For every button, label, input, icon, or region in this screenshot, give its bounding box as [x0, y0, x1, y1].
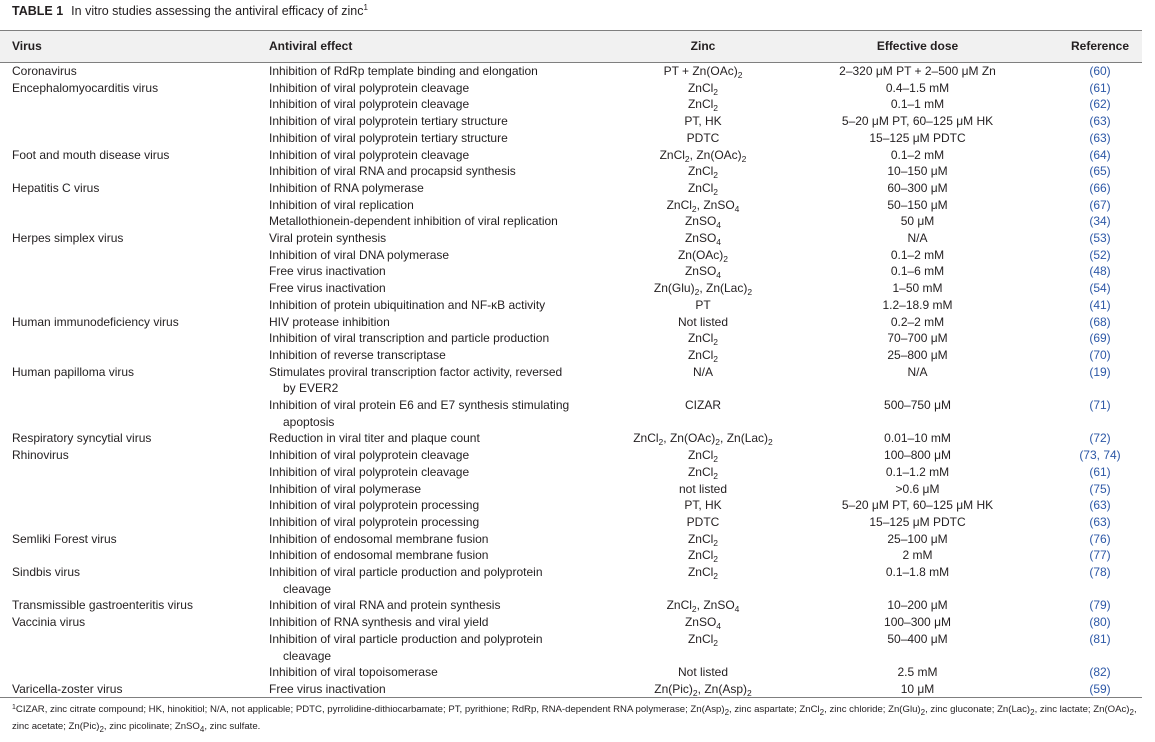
effect-text-line: Inhibition of viral polyprotein cleavage	[269, 97, 470, 112]
effect-text-line: Inhibition of viral particle production and polyprotein	[269, 631, 543, 646]
cell-antiviral-effect	[269, 96, 469, 113]
cell-antiviral-effect	[269, 364, 562, 397]
cell-zinc: ZnCl$_2$, $Zn(OAc)_2$, $Zn(Lac)_2$	[633, 431, 773, 448]
header-zinc: Zinc	[690, 39, 716, 53]
cell-effective-dose: 0.4–1.5 mM	[885, 80, 950, 95]
cell-zinc: ZnCl$_2$	[687, 548, 719, 565]
cell-reference-link[interactable]: (64)	[1089, 147, 1111, 162]
cell-antiviral-effect	[269, 564, 543, 597]
caption-footnote-mark: 1	[363, 3, 368, 12]
effect-text-line: Metallothionein-dependent inhibition of viral replication	[269, 214, 558, 229]
cell-virus: Human papilloma virus	[12, 364, 135, 379]
cell-antiviral-effect	[269, 230, 386, 247]
cell-reference-link[interactable]: (72)	[1089, 431, 1111, 446]
header-antiviral-effect: Antiviral effect	[269, 39, 353, 53]
cell-reference-link[interactable]: (71)	[1089, 398, 1111, 412]
effect-text-line: Inhibition of viral polyprotein tertiary structure	[269, 114, 508, 129]
cell-effective-dose: 2 mM	[902, 548, 933, 563]
cell-reference-link[interactable]: (59)	[1089, 681, 1111, 696]
cell-zinc: ZnCl$_2$	[687, 97, 719, 114]
cell-virus: Coronavirus	[12, 64, 77, 78]
cell-reference-link[interactable]: (61)	[1089, 464, 1111, 479]
cell-effective-dose: 0.01–10 mM	[884, 431, 951, 446]
cell-zinc: Not listed	[677, 665, 729, 680]
effect-text-line: Inhibition of viral particle production and polyprotein	[269, 565, 543, 579]
cell-effective-dose: 50 μM	[900, 214, 935, 229]
cell-zinc: $Zn(Pic)_2$, $Zn(Asp)_2$	[654, 681, 752, 698]
cell-reference-link[interactable]: (69)	[1089, 331, 1111, 346]
cell-zinc: ZnSO$_4$	[684, 615, 722, 632]
cell-zinc: ZnSO$_4$	[684, 264, 722, 281]
cell-reference-link[interactable]: (63)	[1089, 114, 1111, 129]
cell-zinc: PDTC	[686, 514, 720, 529]
effect-text-line: Inhibition of RNA synthesis and viral yield	[269, 615, 489, 630]
cell-virus: Encephalomyocarditis virus	[12, 80, 159, 95]
effect-text-line: Inhibition of viral RNA and protein synthesis	[269, 598, 501, 613]
effect-text-line: Inhibition of RNA polymerase	[269, 180, 424, 195]
cell-zinc: ZnCl$_2$	[687, 565, 719, 581]
header-virus: Virus	[12, 39, 42, 53]
cell-antiviral-effect	[269, 531, 488, 548]
effect-text-line: Inhibition of viral RNA and procapsid synthesis	[269, 164, 516, 179]
cell-reference-link[interactable]: (63)	[1089, 514, 1111, 529]
cell-antiviral-effect	[269, 447, 469, 464]
cell-effective-dose: 1.2–18.9 mM	[882, 297, 953, 312]
effect-text-line: Inhibition of viral polyprotein cleavage	[269, 147, 470, 162]
cell-zinc: PT + $Zn(OAc)_2$	[663, 64, 743, 80]
cell-effective-dose: 60–300 μM	[887, 180, 948, 195]
effect-text-line: Inhibition of viral polymerase	[269, 481, 422, 496]
cell-virus: Transmissible gastroenteritis virus	[12, 598, 193, 613]
effect-text-line: Inhibition of viral protein E6 and E7 synthesis stimulating	[269, 398, 570, 412]
cell-antiviral-effect	[269, 330, 549, 347]
effect-text-line: Stimulates proviral transcription factor activity, reversed	[269, 364, 563, 379]
cell-virus: Varicella-zoster virus	[12, 681, 123, 696]
cell-reference-link[interactable]: (66)	[1089, 180, 1111, 195]
effect-text-line: Free virus inactivation	[269, 264, 386, 279]
cell-effective-dose: 0.1–1.8 mM	[885, 565, 950, 579]
cell-reference-link[interactable]: (48)	[1089, 264, 1111, 279]
effect-text-line: Inhibition of viral polyprotein cleavage	[269, 448, 470, 463]
cell-reference-link[interactable]: (75)	[1089, 481, 1111, 496]
cell-effective-dose: 0.1–6 mM	[890, 264, 945, 279]
effect-text-line: by EVER2	[283, 381, 339, 396]
effect-text-line: Inhibition of viral polyprotein processing	[269, 498, 480, 513]
effect-text-line: Inhibition of viral polyprotein tertiary structure	[269, 130, 508, 145]
cell-antiviral-effect	[269, 180, 424, 197]
cell-effective-dose: 0.1–1 mM	[890, 97, 945, 112]
header-effective-dose: Effective dose	[876, 39, 959, 53]
effect-text-line: Inhibition of viral polyprotein cleavage	[269, 464, 470, 479]
table-bottom-rule	[0, 697, 1142, 698]
cell-reference-link[interactable]: (67)	[1089, 197, 1111, 212]
cell-reference-link[interactable]: (63)	[1089, 130, 1111, 145]
effect-text-line: cleavage	[283, 648, 332, 663]
header-reference: Reference	[1070, 39, 1130, 53]
cell-reference-link[interactable]: (68)	[1089, 314, 1111, 329]
cell-antiviral-effect	[269, 481, 421, 498]
effect-text-line: Inhibition of viral polyprotein cleavage	[269, 80, 470, 95]
effect-text-line: HIV protease inhibition	[269, 314, 390, 329]
cell-zinc: $Zn(Glu)_2$, $Zn(Lac)_2$	[653, 281, 753, 298]
cell-zinc: PT, HK	[684, 114, 722, 129]
cell-effective-dose: 25–100 μM	[887, 531, 948, 546]
effect-text-line: Viral protein synthesis	[269, 231, 387, 245]
cell-virus: Human immunodeficiency virus	[12, 314, 179, 329]
cell-effective-dose: 15–125 μM PDTC	[869, 130, 966, 145]
cell-antiviral-effect	[269, 297, 545, 314]
cell-zinc: PT, HK	[684, 498, 722, 513]
footnote-text: CIZAR, zinc citrate compound; HK, hinokitiol; N/A, not applicable; PDTC, pyrrolidine-dithiocarbamate; PT, pyrithione; RdRp, RNA-dependent RNA polymerase; $Zn(Asp)_2$, zinc aspartate; ZnCl$_2$, zinc chloride; $Zn(Glu)_2$, zinc gluconate; $Zn(Lac)_2$, zinc lactate; $Zn(OAc)_2$, zinc acetate; $Zn(Pic)_2$, zinc picolinate; ZnSO$_4$, zinc sulfate.	[12, 704, 1137, 734]
cell-reference-link[interactable]: (80)	[1089, 615, 1111, 630]
cell-antiviral-effect	[269, 163, 516, 180]
cell-effective-dose: 0.1–2 mM	[890, 147, 945, 162]
cell-antiviral-effect	[269, 263, 386, 280]
cell-zinc: $Zn(OAc)_2$	[677, 247, 729, 264]
cell-reference-link[interactable]: (41)	[1089, 297, 1111, 312]
cell-effective-dose: 50–400 μM	[887, 631, 948, 646]
cell-antiviral-effect	[269, 213, 558, 230]
cell-effective-dose: 2.5 mM	[897, 665, 938, 680]
effect-text-line: Inhibition of viral replication	[269, 197, 414, 212]
cell-antiviral-effect	[269, 464, 469, 481]
cell-effective-dose: 0.1–2 mM	[890, 247, 945, 262]
cell-effective-dose: 500–750 μM	[884, 398, 951, 412]
cell-zinc: ZnSO$_4$	[684, 231, 722, 247]
cell-antiviral-effect	[269, 197, 414, 214]
cell-reference-link[interactable]: (76)	[1089, 531, 1111, 546]
cell-antiviral-effect	[269, 280, 386, 297]
cell-effective-dose: 1–50 mM	[892, 281, 943, 296]
cell-zinc: ZnSO$_4$	[684, 214, 722, 231]
cell-zinc: ZnCl$_2$	[687, 531, 719, 548]
cell-reference-link[interactable]: (81)	[1089, 631, 1111, 646]
table-header-row	[0, 30, 1142, 63]
cell-effective-dose: 5–20 μM PT, 60–125 μM HK	[841, 114, 994, 129]
cell-effective-dose: 50–150 μM	[887, 197, 948, 212]
cell-reference-link[interactable]: (60)	[1089, 64, 1111, 78]
effect-text-line: apoptosis	[283, 414, 335, 429]
cell-antiviral-effect	[269, 347, 446, 364]
cell-zinc: PDTC	[686, 130, 720, 145]
effect-text-line: Inhibition of reverse transcriptase	[269, 347, 446, 362]
cell-reference-link[interactable]: (77)	[1089, 548, 1111, 563]
cell-reference-link[interactable]: (34)	[1089, 214, 1111, 229]
cell-zinc: ZnCl$_2$	[687, 180, 719, 197]
effect-text-line: Inhibition of viral DNA polymerase	[269, 247, 450, 262]
cell-effective-dose: 0.2–2 mM	[890, 314, 945, 329]
cell-virus: Hepatitis C virus	[12, 180, 100, 195]
cell-antiviral-effect	[269, 664, 438, 681]
table-caption	[12, 3, 368, 19]
cell-reference-link[interactable]: (73, 74)	[1079, 448, 1121, 463]
cell-zinc: CIZAR	[685, 398, 721, 412]
cell-reference-link[interactable]: (52)	[1089, 247, 1111, 262]
cell-reference-link[interactable]: (82)	[1089, 665, 1111, 680]
cell-virus: Vaccinia virus	[12, 615, 86, 630]
effect-text-line: Inhibition of endosomal membrane fusion	[269, 531, 489, 546]
cell-reference-link[interactable]: (53)	[1089, 231, 1111, 245]
cell-effective-dose: 70–700 μM	[887, 331, 948, 346]
cell-virus: Rhinovirus	[12, 448, 69, 463]
cell-effective-dose: N/A	[907, 364, 928, 379]
cell-zinc: PT	[695, 297, 711, 312]
effect-text-line: Inhibition of viral topoisomerase	[269, 665, 438, 680]
cell-zinc: ZnCl$_2$, ZnSO$_4$	[666, 598, 740, 615]
cell-antiviral-effect	[269, 547, 488, 564]
cell-effective-dose: 25–800 μM	[887, 347, 948, 362]
cell-zinc: ZnCl$_2$, ZnSO$_4$	[666, 197, 740, 214]
cell-antiviral-effect	[269, 247, 449, 264]
cell-zinc: not listed	[678, 481, 728, 496]
cell-effective-dose: 100–800 μM	[884, 448, 951, 463]
cell-antiviral-effect	[269, 397, 569, 430]
footnote-mark: 1	[12, 704, 16, 711]
cell-effective-dose: 0.1–1.2 mM	[885, 464, 950, 479]
cell-zinc: ZnCl$_2$	[687, 464, 719, 481]
effect-text-line: Free virus inactivation	[269, 681, 386, 696]
cell-reference-link[interactable]: (79)	[1089, 598, 1111, 613]
cell-reference-link[interactable]: (78)	[1089, 565, 1111, 579]
effect-text-line: cleavage	[283, 581, 332, 596]
cell-antiviral-effect	[269, 514, 479, 531]
cell-antiviral-effect	[269, 314, 390, 331]
cell-reference-link[interactable]: (61)	[1089, 80, 1111, 95]
cell-zinc: ZnCl$_2$	[687, 347, 719, 364]
cell-virus: Semliki Forest virus	[12, 531, 117, 546]
table-title: In vitro studies assessing the antiviral efficacy of zinc	[71, 4, 364, 18]
cell-zinc: Not listed	[677, 314, 729, 329]
cell-zinc: ZnCl$_2$	[687, 164, 719, 181]
cell-effective-dose: 10–150 μM	[887, 164, 948, 179]
effect-text-line: Inhibition of protein ubiquitination and NF-κB activity	[269, 297, 546, 312]
cell-effective-dose: 5–20 μM PT, 60–125 μM HK	[841, 498, 994, 513]
cell-virus: Sindbis virus	[12, 565, 81, 579]
cell-reference-link[interactable]: (62)	[1089, 97, 1111, 112]
cell-effective-dose: N/A	[907, 231, 928, 245]
cell-antiviral-effect	[269, 147, 469, 164]
cell-reference-link[interactable]: (54)	[1089, 281, 1111, 296]
effect-text-line: Reduction in viral titer and plaque count	[269, 431, 480, 446]
cell-zinc: ZnCl$_2$	[687, 80, 719, 97]
cell-zinc: ZnCl$_2$	[687, 448, 719, 465]
cell-reference-link[interactable]: (19)	[1089, 364, 1111, 379]
cell-antiviral-effect	[269, 430, 480, 447]
cell-reference-link[interactable]: (65)	[1089, 164, 1111, 179]
cell-antiviral-effect	[269, 631, 543, 664]
effect-text-line: Inhibition of viral transcription and particle production	[269, 331, 550, 346]
effect-text-line: Inhibition of RdRp template binding and elongation	[269, 64, 538, 78]
cell-reference-link[interactable]: (70)	[1089, 347, 1111, 362]
effect-text-line: Inhibition of viral polyprotein processing	[269, 514, 480, 529]
antiviral-zinc-table	[0, 30, 1142, 734]
cell-effective-dose: 100–300 μM	[884, 615, 951, 630]
cell-effective-dose: >0.6 μM	[895, 481, 940, 496]
cell-effective-dose: 10 μM	[900, 681, 935, 696]
cell-effective-dose: 10–200 μM	[887, 598, 948, 613]
table-footnote	[12, 703, 1137, 737]
cell-virus: Herpes simplex virus	[12, 231, 124, 245]
cell-antiviral-effect	[269, 597, 500, 614]
cell-antiviral-effect	[269, 80, 469, 97]
cell-antiviral-effect	[269, 681, 386, 698]
cell-effective-dose: 2–320 μM PT + 2–500 μM Zn	[839, 64, 996, 78]
effect-text-line: Inhibition of endosomal membrane fusion	[269, 548, 489, 563]
table-label: TABLE 1	[12, 4, 64, 18]
cell-effective-dose: 15–125 μM PDTC	[869, 514, 966, 529]
cell-virus: Foot and mouth disease virus	[12, 147, 170, 162]
table-body	[0, 63, 1142, 734]
cell-zinc: ZnCl$_2$	[687, 631, 719, 648]
cell-reference-link[interactable]: (63)	[1089, 498, 1111, 513]
cell-zinc: ZnCl$_2$, $Zn(OAc)_2$	[659, 147, 747, 164]
cell-antiviral-effect	[269, 113, 508, 130]
cell-virus: Respiratory syncytial virus	[12, 431, 152, 446]
cell-antiviral-effect	[269, 614, 488, 631]
cell-antiviral-effect	[269, 497, 479, 514]
cell-zinc: ZnCl$_2$	[687, 331, 719, 348]
cell-antiviral-effect	[269, 130, 508, 147]
effect-text-line: Free virus inactivation	[269, 281, 386, 296]
cell-antiviral-effect	[269, 63, 538, 80]
cell-zinc: N/A	[692, 364, 713, 379]
